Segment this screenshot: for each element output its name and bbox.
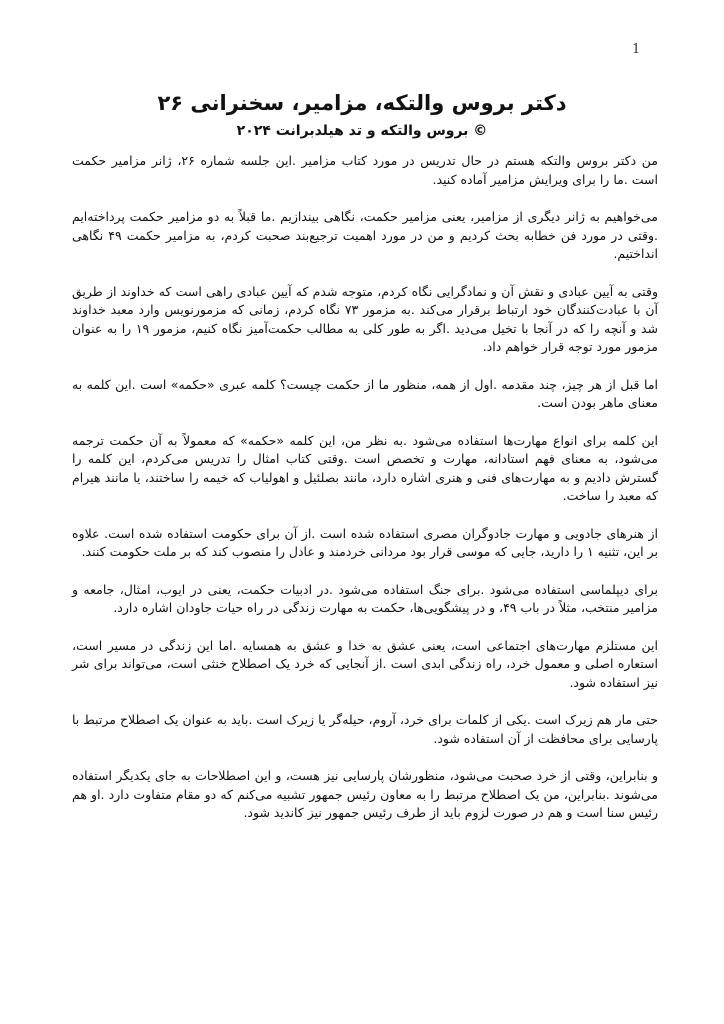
paragraph: اما قبل از هر چیز، چند مقدمه .اول از همه، منظور ما از حکمت چیست؟ کلمه عبری «حکمه» است .این کلمه به معنای ماهر بودن است. xyxy=(72,376,658,410)
paragraph: من دکتر بروس والتکه هستم در حال تدریس در مورد کتاب مزامیر .این جلسه شماره ۲۶، ژانر مزامیر حکمت است .ما را برای ویرایش مزامیر آماده کنید. xyxy=(72,153,658,187)
document-subtitle: © بروس والتکه و تد هیلدبرانت ۲۰۲۴ xyxy=(236,123,488,139)
paragraph: می‌خواهیم به ژانر دیگری از مزامیر، یعنی مزامیر حکمت، نگاهی بیندازیم .ما قبلاً به دو مزامیر حکمت پرداخته‌ایم .وقتی در مورد فن خطابه بحث کردیم و من در مورد اهمیت ترجیع‌بند صحبت کردم، به مزامیر حکمت ۴۹ نگاهی انداختیم. xyxy=(72,209,658,261)
document-body xyxy=(72,152,658,842)
paragraph: حتی مار هم زیرک است .یکی از کلمات برای خرد، آروم، حیله‌گر یا زیرک است .باید به عنوان یک اصطلاح مرتبط با پارسایی برای محافظت از آن استفاده شود. xyxy=(72,712,658,746)
paragraph: برای دیپلماسی استفاده می‌شود .برای جنگ استفاده می‌شود .در ادبیات حکمت، یعنی در ایوب، امثال، جامعه و مزامیر منتخب، مثلاً در باب ۴۹، و در پیشگویی‌ها، حکمت به مهارت زندگی در راه حیات جاودان اشاره دارد. xyxy=(72,581,658,615)
paragraph: از هنرهای جادویی و مهارت جادوگران مصری استفاده شده است .از آن برای حکومت استفاده شده است. علاوه بر این، تثنیه ۱ را دارید، جایی که موسی قرار بود مردانی خردمند و عادل را منصوب کند که بر ملت حکومت کنند. xyxy=(72,525,658,559)
page-number: 1 xyxy=(632,42,641,57)
paragraph: وقتی به آیین عبادی و نقش آن و نمادگرایی نگاه کردم، متوجه شدم که آیین عبادی راهی است که خداوند از طریق آن با عبادت‌کنندگان خود ارتباط برقرار می‌کند .به مزمور ۷۳ نگاه کردم، زمانی که مزمورنویس وارد معبد خداوند شد و آنچه را که در آنجا با تخیل می‌دید .اگر به طور کلی به مطالب حکمت‌آمیز نگاه کنیم، مزمور ۱۹ را به عنوان مزمور مورد توجه قرار خواهم داد. xyxy=(72,283,659,354)
paragraph: این مستلزم مهارت‌های اجتماعی است، یعنی عشق به خدا و عشق به همسایه .اما این زندگی در مسیر است، استعاره اصلی و معمول خرد، راه زندگی ابدی است .از آنجایی که خرد یک اصطلاح خنثی است، می‌تواند برای شر نیز استفاده شود. xyxy=(72,637,658,690)
paragraph: این کلمه برای انواع مهارت‌ها استفاده می‌شود .به نظر من، این کلمه «حکمه» که معمولاً به آن حکمت ترجمه می‌شود، به معنای فهم استادانه، مهارت و تخصص است .وقتی کتاب امثال را تدریس می‌کردم، این کلمه را گسترش دادیم و به مهارت‌های فنی و هنری اشاره دارد، مانند بصلئیل و اهولیاب که خیمه را ساختند، یا مانند هیرام که معبد را ساخت. xyxy=(72,432,658,503)
document-title: دکتر بروس والتکه، مزامیر، سخنرانی ۲۶ xyxy=(157,91,567,115)
paragraph: و بنابراین، وقتی از خرد صحبت می‌شود، منظورشان پارسایی نیز هست، و این اصطلاحات به جای یکدیگر استفاده می‌شوند .بنابراین، من یک اصطلاح مرتبط را به معاون رئیس جمهور تشبیه می‌کنم که دو مقام متفاوت دارد .او هم رئیس سنا است و هم در صورت لزوم باید از طرف رئیس جمهور نیز کاندید شود. xyxy=(72,768,658,820)
